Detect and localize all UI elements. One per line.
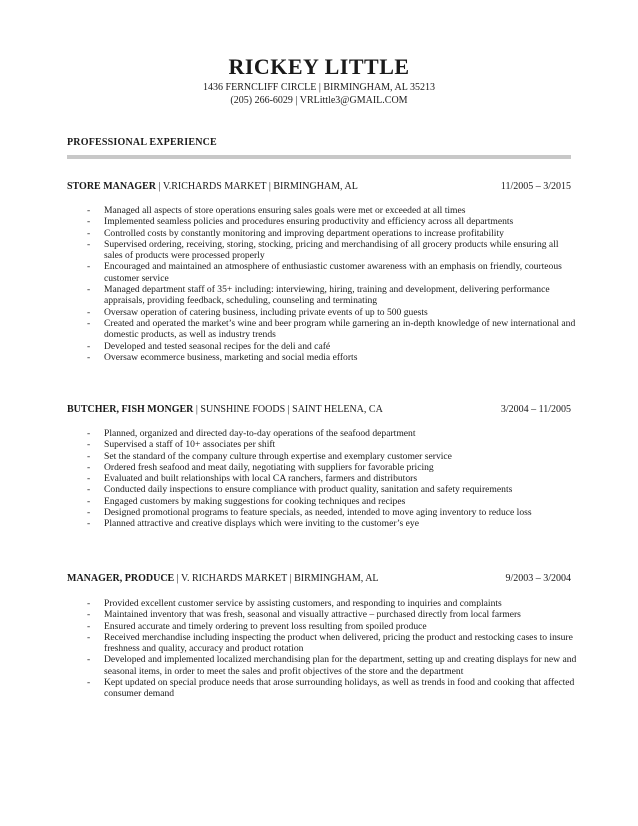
bullet-item <box>87 677 577 700</box>
contact-phone-email: (205) 266-6029 | VRLittle3@GMAIL.COM <box>230 95 408 106</box>
job-bullets <box>87 205 577 363</box>
dash-marker: - <box>87 450 91 462</box>
job-dates: 11/2005 – 3/2015 <box>500 181 571 192</box>
dash-marker: - <box>87 351 91 363</box>
job-dates: 9/2003 – 3/2004 <box>505 573 571 584</box>
bullet-text: Developed and tested seasonal recipes for the deli and café <box>104 340 331 352</box>
dash-marker: - <box>87 677 91 689</box>
bullet-text: Received merchandise including inspecting the product when delivered, pricing the product and restocking cases to insure freshness and quality, accuracy and product rotation <box>104 631 573 655</box>
bullet-text: Oversaw ecommerce business, marketing and social media efforts <box>104 351 358 363</box>
bullet-item <box>87 428 577 439</box>
bullet-item <box>87 352 577 363</box>
candidate-name: RICKEY LITTLE <box>228 54 410 79</box>
bullet-item <box>87 518 577 529</box>
dash-marker: - <box>87 461 91 473</box>
bullet-text: Managed all aspects of store operations ensuring sales goals were met or exceeded at all times <box>104 205 466 216</box>
bullet-item <box>87 484 577 495</box>
bullet-item <box>87 228 577 239</box>
bullet-item <box>87 341 577 352</box>
contact-address: 1436 FERNCLIFF CIRCLE | BIRMINGHAM, AL 35213 <box>203 82 435 93</box>
bullet-text: Ordered fresh seafood and meat daily, negotiating with suppliers for favorable pricing <box>104 461 434 473</box>
bullet-text: Created and operated the market’s wine and beer program while garnering an in-depth knowledge of new international and domestic products, as well as industry trends <box>104 317 576 341</box>
bullet-item <box>87 632 577 655</box>
job-header <box>67 181 571 193</box>
dash-marker: - <box>87 306 91 318</box>
dash-marker: - <box>87 261 91 273</box>
job-role <box>67 404 383 416</box>
bullet-text: Evaluated and built relationships with local CA ranchers, farmers and distributors <box>104 473 418 485</box>
bullet-text: Set the standard of the company culture through expertise and exemplary customer service <box>104 450 452 462</box>
job-title: MANAGER, PRODUCE <box>67 573 175 584</box>
bullet-text: Managed department staff of 35+ including: interviewing, hiring, training and development, delivering performance appraisals, providing feedback, scheduling, counseling and terminating <box>104 284 550 307</box>
dash-marker: - <box>87 428 91 439</box>
bullet-item <box>87 205 577 216</box>
bullet-text: Ensured accurate and timely ordering to prevent loss resulting from spoiled produce <box>104 620 427 632</box>
dash-marker: - <box>87 227 91 239</box>
bullet-item <box>87 216 577 227</box>
bullet-text: Implemented seamless policies and procedures ensuring productivity and efficiency across all departments <box>104 216 514 228</box>
bullet-item <box>87 654 577 677</box>
bullet-text: Controlled costs by constantly monitoring and improving department operations to increase profitability <box>104 227 504 239</box>
bullet-item <box>87 439 577 450</box>
bullet-text: Oversaw operation of catering business, including private events of up to 500 guests <box>104 306 428 318</box>
job-role <box>67 573 379 585</box>
bullet-text: Planned, organized and directed day-to-day operations of the seafood department <box>104 428 416 439</box>
bullet-text: Conducted daily inspections to ensure compliance with product quality, sanitation and safety requirements <box>104 484 513 496</box>
dash-marker: - <box>87 631 91 643</box>
bullet-text: Designed promotional programs to feature specials, as needed, intended to move aging inventory to reduce loss <box>104 507 532 519</box>
bullet-item <box>87 598 577 609</box>
bullet-item <box>87 318 577 341</box>
bullet-text: Maintained inventory that was fresh, seasonal and visually attractive – purchased directly from local farmers <box>104 609 521 621</box>
dash-marker: - <box>87 284 91 296</box>
bullet-item <box>87 621 577 632</box>
dash-marker: - <box>87 216 91 228</box>
job-title: BUTCHER, FISH MONGER <box>67 404 194 415</box>
dash-marker: - <box>87 439 91 451</box>
dash-marker: - <box>87 654 91 666</box>
dash-marker: - <box>87 495 91 507</box>
bullet-item <box>87 496 577 507</box>
job-employer: | V.RICHARDS MARKET | BIRMINGHAM, AL <box>156 181 358 192</box>
job-bullets <box>87 598 577 700</box>
bullet-item <box>87 462 577 473</box>
dash-marker: - <box>87 205 91 216</box>
bullet-text: Developed and implemented localized merchandising plan for the department, setting up and creating displays for new and seasonal items, in order to meet the sales and profit objectives of the store and the department <box>104 654 577 677</box>
dash-marker: - <box>87 340 91 352</box>
bullet-item <box>87 451 577 462</box>
dash-marker: - <box>87 484 91 496</box>
bullet-item <box>87 261 577 284</box>
dash-marker: - <box>87 317 91 329</box>
bullet-text: Supervised ordering, receiving, storing, stocking, pricing and merchandising of all grocery products while ensuring all sales of products were processed properly <box>104 238 559 262</box>
bullet-text: Provided excellent customer service by assisting customers, and responding to inquiries and complaints <box>104 598 502 609</box>
section-title: PROFESSIONAL EXPERIENCE <box>67 137 217 148</box>
job-title: STORE MANAGER <box>67 181 156 192</box>
job-role <box>67 181 358 193</box>
bullet-text: Kept updated on special produce needs that arose surrounding holidays, as well as trends in food and cooking that affected consumer demand <box>104 677 575 700</box>
bullet-text: Supervised a staff of 10+ associates per shift <box>104 439 276 451</box>
bullet-item <box>87 507 577 518</box>
bullet-text: Encouraged and maintained an atmosphere of enthusiastic customer awareness with an emphasis on friendly, courteous customer service <box>104 261 562 284</box>
job-employer: | SUNSHINE FOODS | SAINT HELENA, CA <box>193 404 383 415</box>
job-header <box>67 404 571 416</box>
dash-marker: - <box>87 598 91 609</box>
job-dates: 3/2004 – 11/2005 <box>500 404 571 415</box>
dash-marker: - <box>87 238 91 250</box>
job-employer: | V. RICHARDS MARKET | BIRMINGHAM, AL <box>174 573 379 584</box>
bullet-text: Engaged customers by making suggestions for cooking techniques and recipes <box>104 495 406 507</box>
bullet-item <box>87 473 577 484</box>
job-bullets <box>87 428 577 530</box>
dash-marker: - <box>87 473 91 485</box>
section-divider <box>67 155 571 159</box>
dash-marker: - <box>87 609 91 621</box>
job-header <box>67 573 571 585</box>
bullet-item <box>87 284 577 307</box>
dash-marker: - <box>87 518 91 530</box>
bullet-text: Planned attractive and creative displays which were inviting to the customer’s eye <box>104 518 419 530</box>
bullet-item <box>87 307 577 318</box>
bullet-item <box>87 609 577 620</box>
dash-marker: - <box>87 507 91 519</box>
bullet-item <box>87 239 577 262</box>
dash-marker: - <box>87 620 91 632</box>
